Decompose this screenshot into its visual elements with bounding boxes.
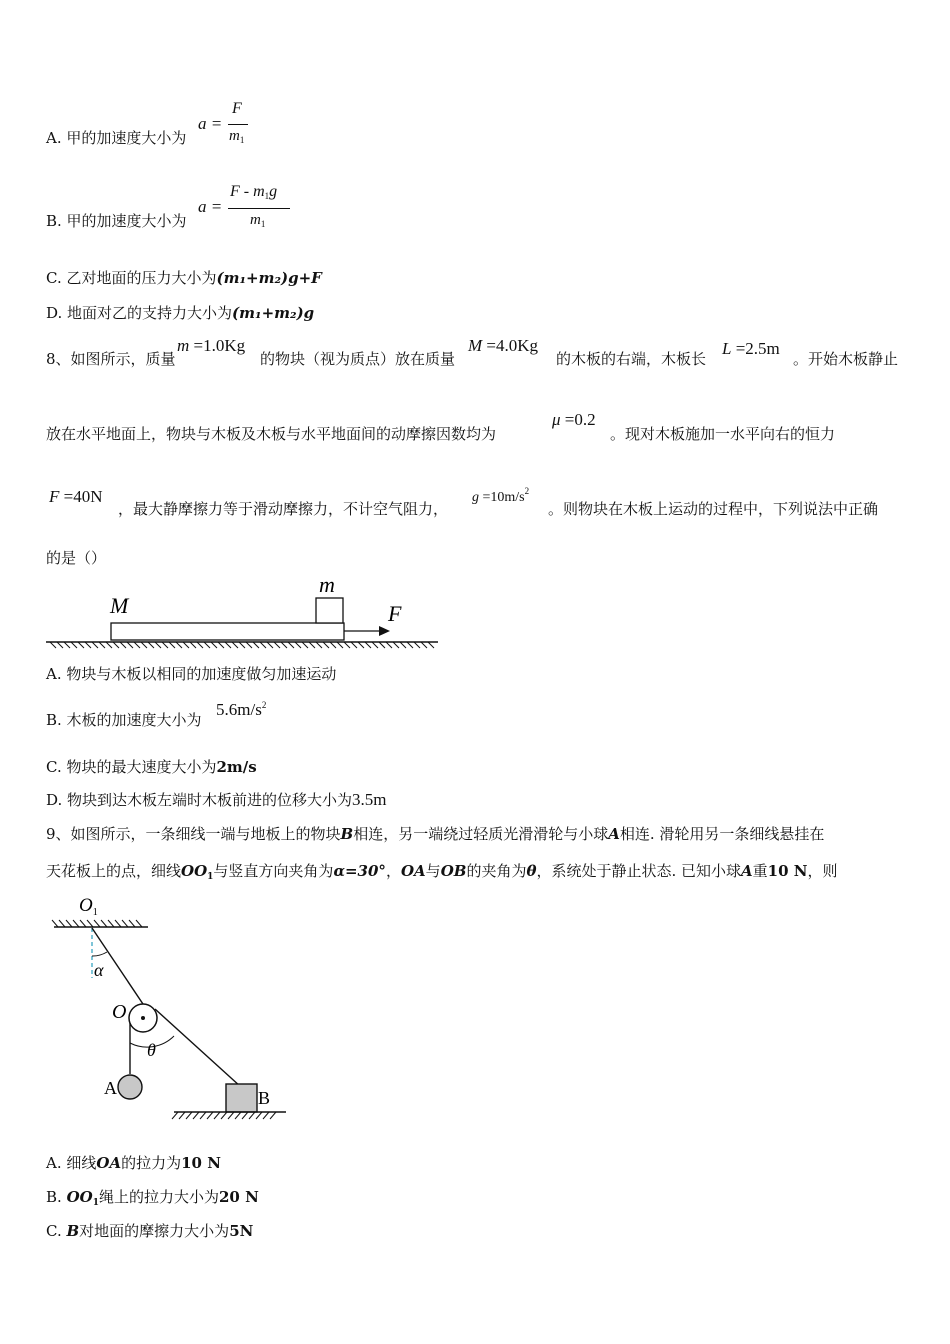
hatch-mark [379, 642, 385, 648]
q8-length-L: L =2.5m [722, 339, 780, 358]
q8-mass-M: M =4.0Kg [468, 336, 539, 355]
hatch-mark [246, 642, 252, 648]
q7-a-fraction-bar [228, 124, 248, 125]
hatch-mark [235, 1112, 241, 1119]
hatch-mark [407, 642, 413, 648]
hatch-mark [52, 920, 58, 927]
hatch-mark [207, 1112, 213, 1119]
q9-figure [46, 888, 296, 1133]
q8-option-c-value: 2m/s [216, 758, 257, 776]
hatch-mark [106, 642, 112, 648]
hatch-mark [176, 642, 182, 648]
hatch-mark [129, 920, 135, 927]
q9-label-alpha: α [94, 960, 104, 980]
hatch-mark [263, 1112, 269, 1119]
q8-label-m: m [319, 572, 335, 597]
hatch-mark [351, 642, 357, 648]
hatch-mark [148, 642, 154, 648]
hatch-mark [80, 920, 86, 927]
q7-option-c: C. 乙对地面的压力大小为(m₁+m₂)g+F [46, 269, 322, 287]
q8-stem-line-2b: 。现对木板施加一水平向右的恒力 [610, 425, 836, 443]
hatch-mark [239, 642, 245, 648]
q9-option-c: C. B对地面的摩擦力大小为5N [46, 1222, 254, 1240]
hatch-mark [302, 642, 308, 648]
hatch-mark [249, 1112, 255, 1119]
hatch-mark [172, 1112, 178, 1119]
q8-option-d-value: 3.5m [352, 790, 387, 809]
q8-option-d: D. 物块到达木板左端时木板前进的位移大小为3.5m [46, 790, 387, 809]
hatch-mark [330, 642, 336, 648]
hatch-mark [179, 1112, 185, 1119]
hatch-mark [274, 642, 280, 648]
q7-option-a-label: A. 甲的加速度大小为 [46, 129, 187, 147]
hatch-mark [85, 642, 91, 648]
hatch-mark [344, 642, 350, 648]
q8-board [111, 623, 344, 640]
hatch-mark [87, 920, 93, 927]
hatch-mark [337, 642, 343, 648]
q9-label-B: B [258, 1088, 271, 1108]
q7-option-b-formula [198, 183, 298, 235]
q8-stem-line-1: 8、如图所示，质量 [46, 350, 176, 368]
hatch-mark [200, 1112, 206, 1119]
hatch-mark [393, 642, 399, 648]
q7-c-formula: (m₁+m₂)g+F [216, 269, 322, 287]
hatch-mark [372, 642, 378, 648]
q8-block [316, 598, 343, 623]
hatch-mark [309, 642, 315, 648]
hatch-mark [221, 1112, 227, 1119]
hatch-mark [122, 920, 128, 927]
hatch-mark [358, 642, 364, 648]
hatch-mark [193, 1112, 199, 1119]
hatch-mark [256, 1112, 262, 1119]
hatch-mark [228, 1112, 234, 1119]
q8-stem-line-3: ，最大静摩擦力等于滑动摩擦力，不计空气阻力， [118, 500, 449, 518]
hatch-mark [73, 920, 79, 927]
hatch-mark [59, 920, 65, 927]
hatch-mark [365, 642, 371, 648]
q7-option-a-formula [198, 100, 258, 150]
q7-option-d: D. 地面对乙的支持力大小为(m₁+m₂)g [46, 304, 315, 322]
q8-option-a: A. 物块与木板以相同的加速度做匀加速运动 [46, 665, 337, 683]
q7-a-numerator: F [232, 100, 242, 117]
q8-stem-line-3b: 。则物块在木板上运动的过程中，下列说法中正确 [548, 500, 879, 518]
hatch-mark [267, 642, 273, 648]
q7-b-fraction-bar [228, 208, 290, 209]
hatch-mark [253, 642, 259, 648]
hatch-mark [71, 642, 77, 648]
q8-label-F: F [388, 601, 402, 626]
hatch-mark [92, 642, 98, 648]
hatch-mark [295, 642, 301, 648]
q8-gravity-g: $g =10m/s^2$ [472, 486, 530, 505]
q7-a-lhs: a = [198, 114, 223, 133]
hatch-mark [414, 642, 420, 648]
q7-option-b [46, 211, 187, 231]
q8-stem-line-1b: 的物块（视为质点）放在质量 [260, 350, 456, 368]
hatch-mark [66, 920, 72, 927]
hatch-mark [108, 920, 114, 927]
hatch-mark [242, 1112, 248, 1119]
q7-option-a [46, 128, 186, 148]
hatch-mark [183, 642, 189, 648]
hatch-mark [120, 642, 126, 648]
hatch-mark [190, 642, 196, 648]
q7-a-denominator: $m_1$ [229, 128, 245, 145]
q9-block-B [226, 1084, 257, 1112]
hatch-mark [136, 920, 142, 927]
hatch-mark [400, 642, 406, 648]
q8-force-F: F =40N [49, 487, 103, 506]
hatch-mark [288, 642, 294, 648]
hatch-mark [162, 642, 168, 648]
hatch-mark [323, 642, 329, 648]
q9-label-O: O [112, 1001, 127, 1023]
q7-b-numerator: F - $m_1g$ [230, 183, 278, 201]
q9-label-A: A [104, 1078, 117, 1098]
hatch-mark [113, 642, 119, 648]
hatch-mark [232, 642, 238, 648]
hatch-mark [50, 642, 56, 648]
hatch-mark [197, 642, 203, 648]
q7-b-denominator: $m_1$ [250, 212, 266, 229]
q9-option-a: A. 细线OA的拉力为10 N [46, 1154, 221, 1172]
q8-label-M: M [110, 593, 129, 618]
hatch-mark [155, 642, 161, 648]
q9-string-OB [155, 1009, 241, 1087]
q8-figure [40, 570, 450, 655]
q9-option-b: B. $OO_1$绳上的拉力大小为20 N [46, 1188, 259, 1208]
hatch-mark [281, 642, 287, 648]
hatch-mark [204, 642, 210, 648]
hatch-mark [115, 920, 121, 927]
hatch-mark [127, 642, 133, 648]
q8-option-b: B. 木板的加速度大小为 [46, 711, 202, 729]
q7-b-lhs: a = [198, 197, 223, 216]
hatch-mark [94, 920, 100, 927]
q9-stem-line-2: 天花板上的点，细线$OO_1$与竖直方向夹角为α=30°，OA与OB的夹角为θ，系统处于静止状态. 已知小球A重10 N，则 [46, 862, 838, 882]
hatch-mark [186, 1112, 192, 1119]
hatch-mark [141, 642, 147, 648]
hatch-mark [386, 642, 392, 648]
q9-label-theta: θ [147, 1040, 156, 1060]
hatch-mark [270, 1112, 276, 1119]
hatch-mark [316, 642, 322, 648]
q8-stem-line-1c: 的木板的右端，木板长 [556, 350, 707, 368]
q8-option-c: C. 物块的最大速度大小为2m/s [46, 758, 257, 776]
hatch-mark [101, 920, 107, 927]
q9-ball-A [118, 1075, 142, 1099]
hatch-mark [225, 642, 231, 648]
hatch-mark [64, 642, 70, 648]
q8-stem-line-2: 放在水平地面上，物块与木板及木板与水平地面间的动摩擦因数均为 [46, 425, 497, 443]
hatch-mark [134, 642, 140, 648]
hatch-mark [421, 642, 427, 648]
q8-mu: μ =0.2 [552, 410, 596, 429]
hatch-mark [57, 642, 63, 648]
q8-mass-m: m =1.0Kg [177, 336, 246, 355]
hatch-mark [211, 642, 217, 648]
q8-option-b-value: $5.6m/s^2$ [216, 700, 267, 719]
hatch-mark [214, 1112, 220, 1119]
q9-stem-line-1: 9、如图所示，一条细线一端与地板上的物块B相连，另一端绕过轻质光滑滑轮与小球A相连. 滑轮用另一条细线悬挂在 [46, 825, 825, 843]
q8-stem-line-1d: 。开始木板静止 [793, 350, 899, 368]
hatch-mark [99, 642, 105, 648]
q7-d-formula: (m₁+m₂)g [232, 304, 315, 322]
hatch-mark [428, 642, 434, 648]
q9-label-O1: $O_1$ [79, 895, 98, 918]
hatch-mark [169, 642, 175, 648]
hatch-mark [260, 642, 266, 648]
hatch-mark [218, 642, 224, 648]
q7-option-b-label: B. 甲的加速度大小为 [46, 212, 187, 230]
hatch-mark [78, 642, 84, 648]
q8-stem-line-4: 的是（） [46, 549, 107, 567]
